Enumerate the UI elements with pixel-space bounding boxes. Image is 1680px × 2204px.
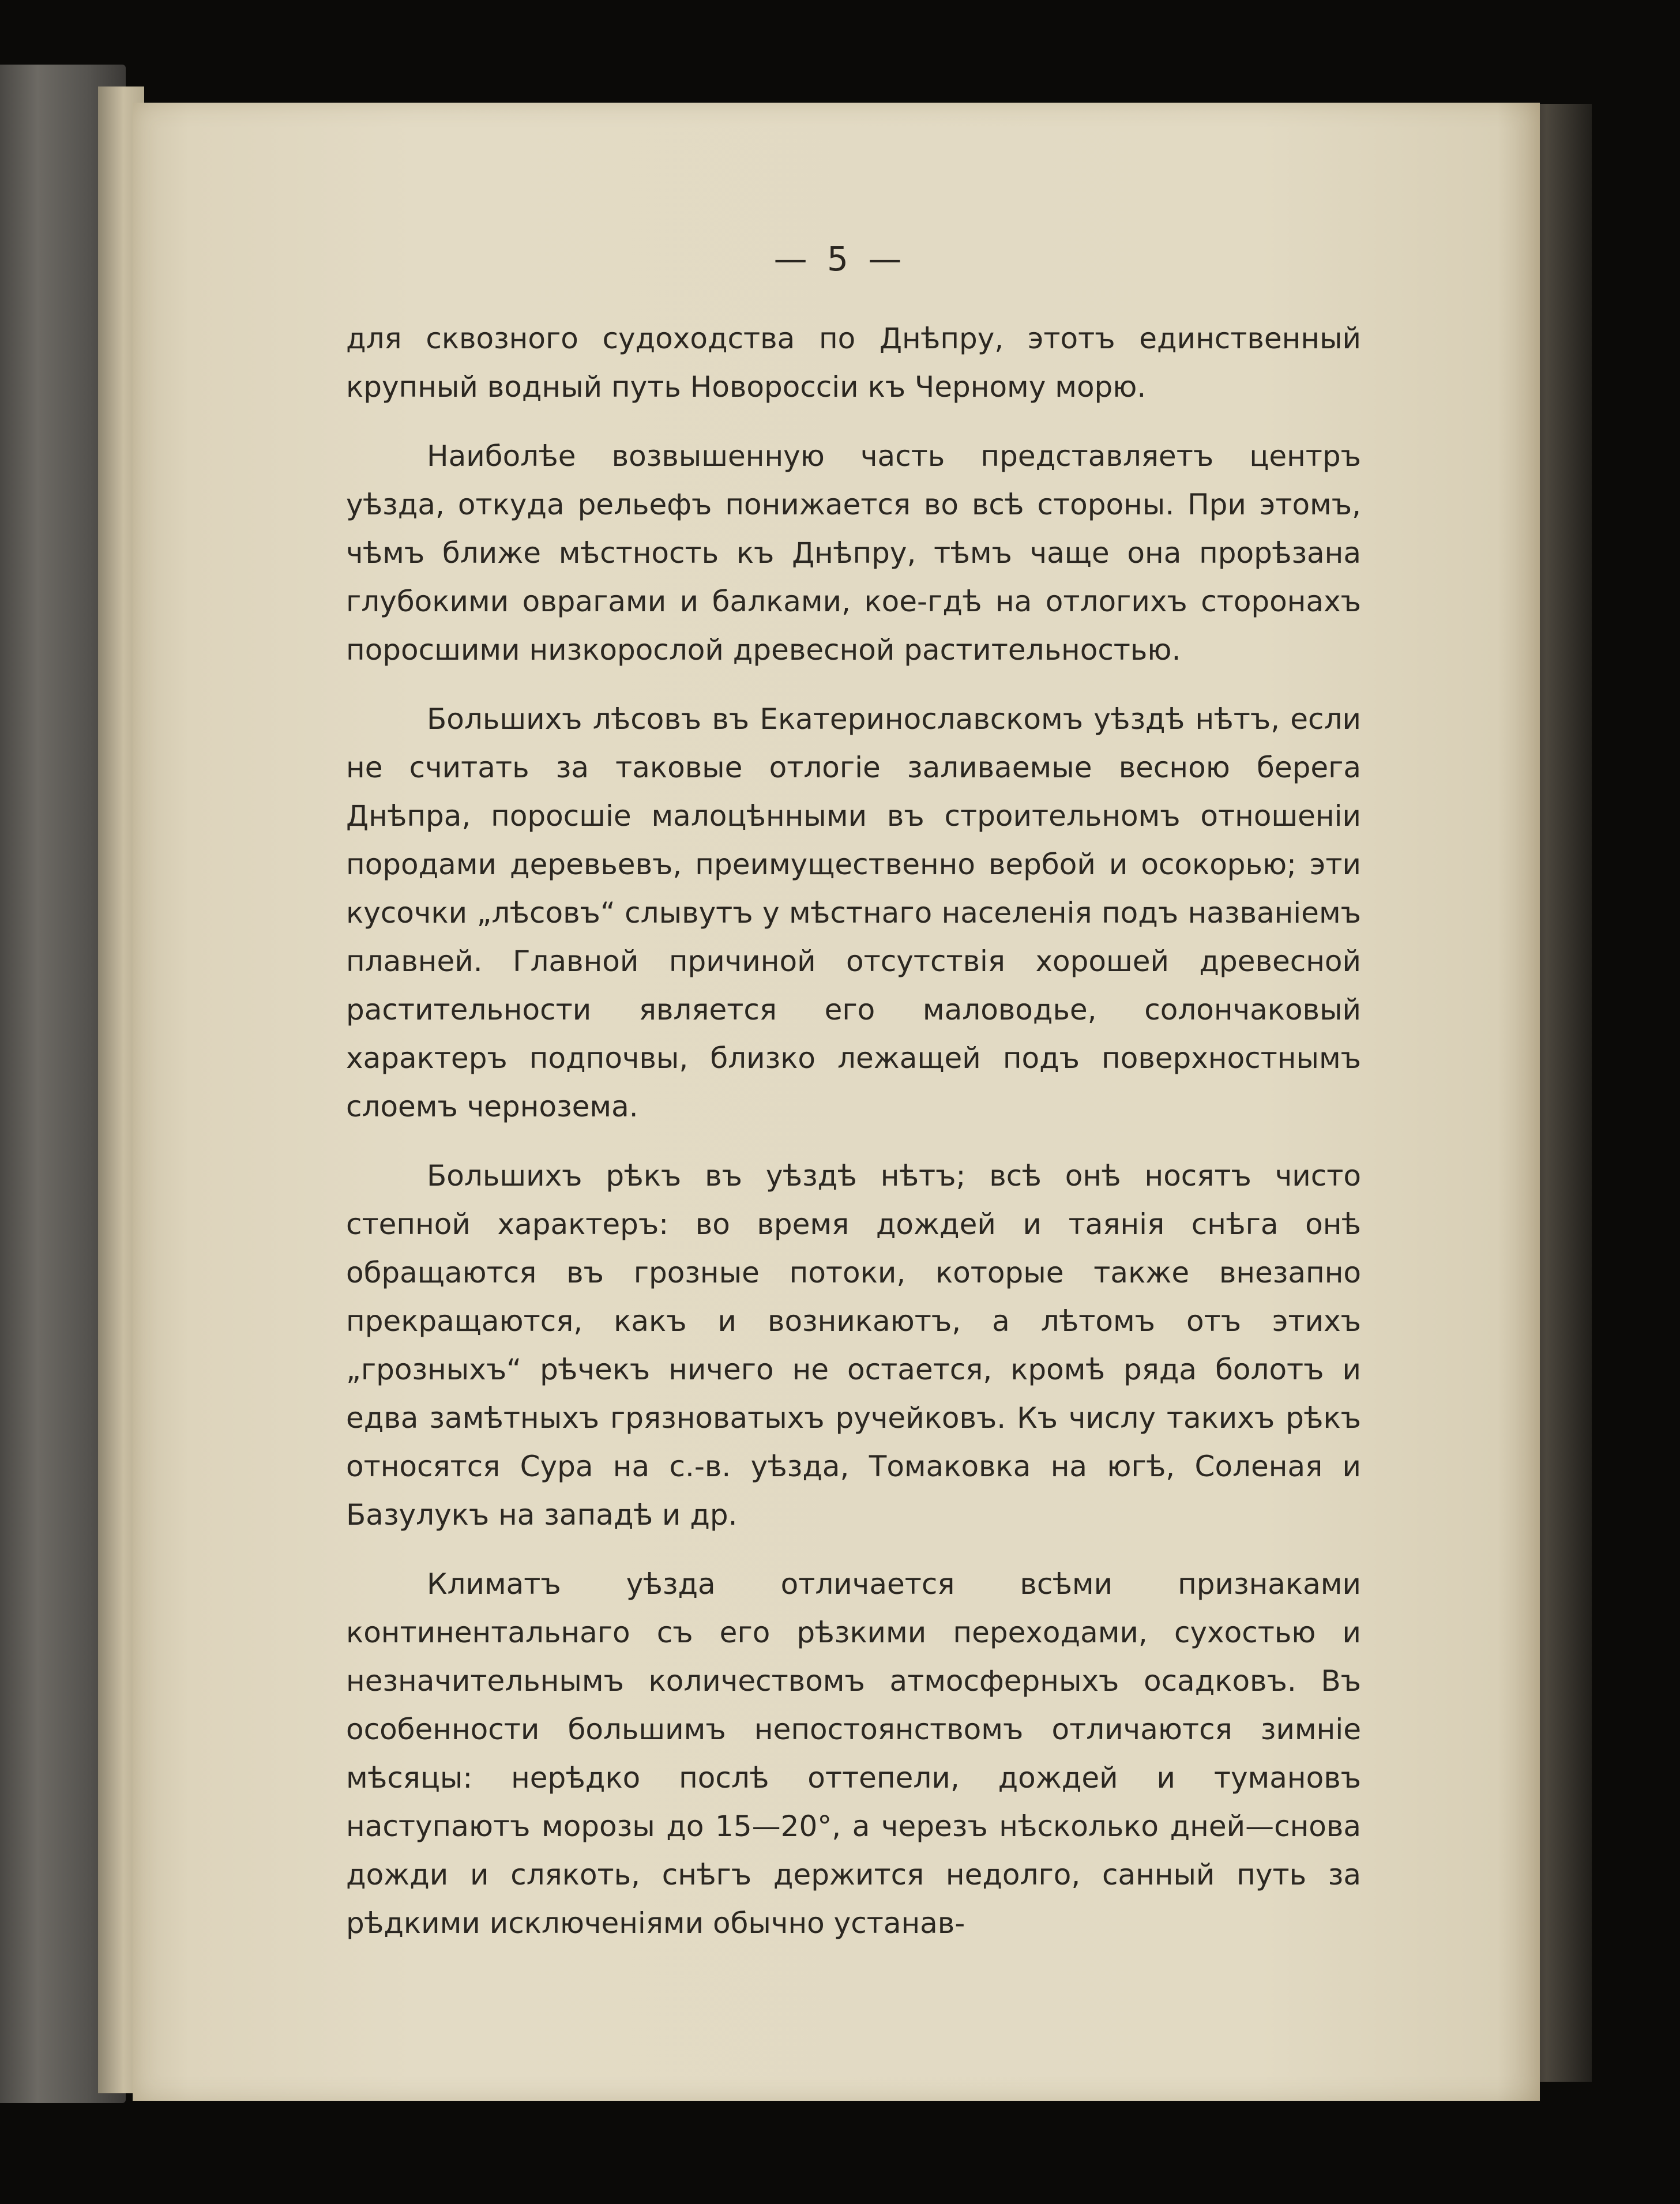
paragraph-3: Большихъ лѣсовъ въ Екатеринославскомъ уѣздѣ нѣтъ, если не считать за таковые отлогіе заливаемые весною берега Днѣпра, поросшіе малоцѣнными въ строительномъ отношеніи породами деревьевъ, преимущественно вербой и осокорью; эти кусочки „лѣсовъ“ слывутъ у мѣстнаго населенія подъ названіемъ плавней. Главной причиной отсутствія хорошей древесной растительности является его маловодье, солончаковый характеръ подпочвы, близко лежащей подъ поверхностнымъ слоемъ чернозема.: [346, 702, 1361, 1123]
page-number: — 5 —: [773, 239, 907, 279]
paragraph-5: Климатъ уѣзда отличается всѣми признаками континентальнаго съ его рѣзкими переходами, сухостью и незначительнымъ количествомъ атмосферныхъ осадковъ. Въ особенности большимъ непостоянствомъ отличаются зимніе мѣсяцы: нерѣдко послѣ оттепели, дождей и тумановъ наступаютъ морозы до 15—20°, а черезъ нѣсколько дней—снова дожди и слякоть, снѣгъ держится недолго, санный путь за рѣдкими исключеніями обычно устанав-: [346, 1567, 1361, 1940]
paragraph-1: для сквозного судоходства по Днѣпру, этотъ единственный крупный водный путь Новороссіи къ Черному морю.: [346, 322, 1361, 404]
paragraph-4: Большихъ рѣкъ въ уѣздѣ нѣтъ; всѣ онѣ носятъ чисто степной характеръ: во время дождей и таянія снѣга онѣ обращаются въ грозные потоки, которые также внезапно прекращаются, какъ и возникаютъ, а лѣтомъ отъ этихъ „грозныхъ“ рѣчекъ ничего не остается, кромѣ ряда болотъ и едва замѣтныхъ грязноватыхъ ручейковъ. Къ числу такихъ рѣкъ относятся Сура на с.-в. уѣзда, Томаковка на югѣ, Соленая и Базулукъ на западѣ и др.: [346, 1159, 1361, 1532]
page-body: [346, 314, 1361, 1968]
paragraph-2: Наиболѣе возвышенную часть представляетъ центръ уѣзда, откуда рельефъ понижается во всѣ стороны. При этомъ, чѣмъ ближе мѣстность къ Днѣпру, тѣмъ чаще она прорѣзана глубокими оврагами и балками, кое-гдѣ на отлогихъ сторонахъ поросшими низкорослой древесной растительностью.: [346, 439, 1361, 667]
